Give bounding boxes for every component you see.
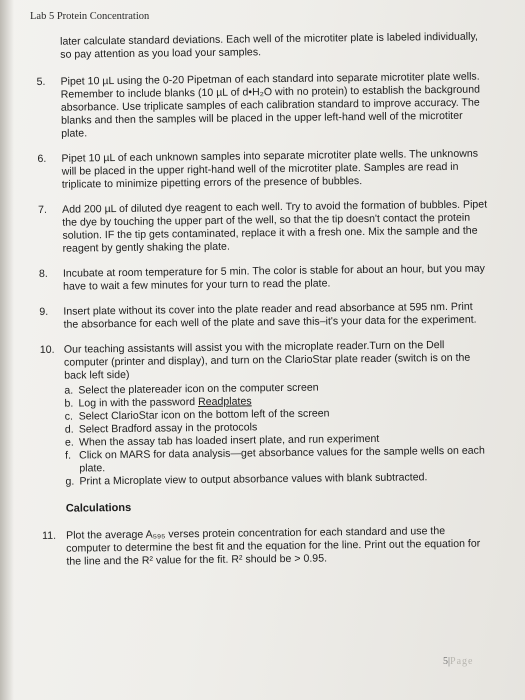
step-7 (38, 198, 489, 255)
step-text: Incubate at room temperature for 5 min. The color is stable for about an hour, but you may have to wait a few minutes for your turn to read the plate. (62, 262, 485, 293)
step-number: 11. (42, 529, 57, 542)
sub-step: b. Log in with the password Readplates (64, 395, 252, 410)
step-number: 10. (39, 343, 55, 356)
step-5 (36, 70, 487, 140)
step-text: Add 200 µL of diluted dye reagent to each well. Try to avoid the formation of bubbles. Pipet the dye by touching the upper part of the well, so that the tip doesn't contact the protein solution. IF the tip gets contaminated, replace it with a fresh one. Mix the sample and the reagent by gently shaking the plate. (62, 198, 488, 255)
sub-step: g. Print a Microplate view to output absorbance values with blank subtracted. (65, 471, 428, 488)
page-number: 5 (443, 656, 448, 667)
step-6 (37, 147, 487, 191)
page-header: Lab 5 Protein Concentration (30, 11, 150, 22)
page-footer: 5|Page (443, 656, 474, 667)
step-11 (42, 524, 492, 568)
sub-step: c. Select ClarioStar icon on the bottom left of the screen (64, 407, 330, 423)
step-8 (39, 262, 489, 293)
step-number: 6. (37, 152, 47, 165)
password-link[interactable]: Readplates (197, 395, 252, 409)
page-word: Page (450, 656, 474, 667)
step-text: Insert plate without its cover into the plate reader and read absorbance at 595 nm. Print the absorbance for each well of the plate and save this–it's your data for the experiment. (63, 300, 477, 331)
calculations-heading: Calculations (65, 501, 132, 515)
sub-step: a. Select the platereader icon on the computer screen (64, 381, 319, 397)
step-number: 9. (39, 305, 49, 318)
step-text: Pipet 10 µL using the 0-20 Pipetman of each standard into separate microtiter plate wells. Remember to include blanks (10 µL of d•H₂O with no protein) to establish the background absorbance. Use triplicate samples of each calibration standard to improve accuracy. The blanks and then the samples will be placed in the upper left-hand well of the microtiter plate. (60, 70, 481, 140)
step-10 (40, 338, 492, 488)
sub-step: f. Click on MARS for data analysis—get absorbance values for the sample wells on each plate. (65, 444, 485, 475)
step-text: Our teaching assistants will assist you with the microplate reader.Turn on the Dell computer (printer and display), and turn on the ClarioStar plate reader (switch is on the back left side) (63, 339, 471, 382)
step-number: 5. (36, 75, 46, 88)
step-number: 7. (38, 203, 48, 216)
intro-paragraph: later calculate standard deviations. Each well of the microtiter plate is labeled individually, so pay attention as you load your samples. (59, 30, 479, 61)
step-number: 8. (38, 267, 48, 280)
sub-step: e. When the assay tab has loaded insert plate, and run experiment (64, 432, 380, 449)
step-text: Pipet 10 µL of each unknown samples into separate microtiter plate wells. The unknowns will be placed in the upper right-hand well of the microtiter plate. Samples are read in triplicate to minimize pipetting errors of the presence of bubbles. (61, 147, 479, 191)
sub-step: d. Select Bradford assay in the protocols (64, 421, 258, 436)
step-text: Plot the average A₅₉₅ verses protein concentration for each standard and use the computer to determine the best fit and the equation for the line. Print out the equation for the line and the R² value for the fit. R² should be > 0.95. (66, 525, 481, 568)
step-9 (39, 300, 489, 331)
sub-step-list (64, 379, 491, 488)
document-body (36, 31, 493, 581)
